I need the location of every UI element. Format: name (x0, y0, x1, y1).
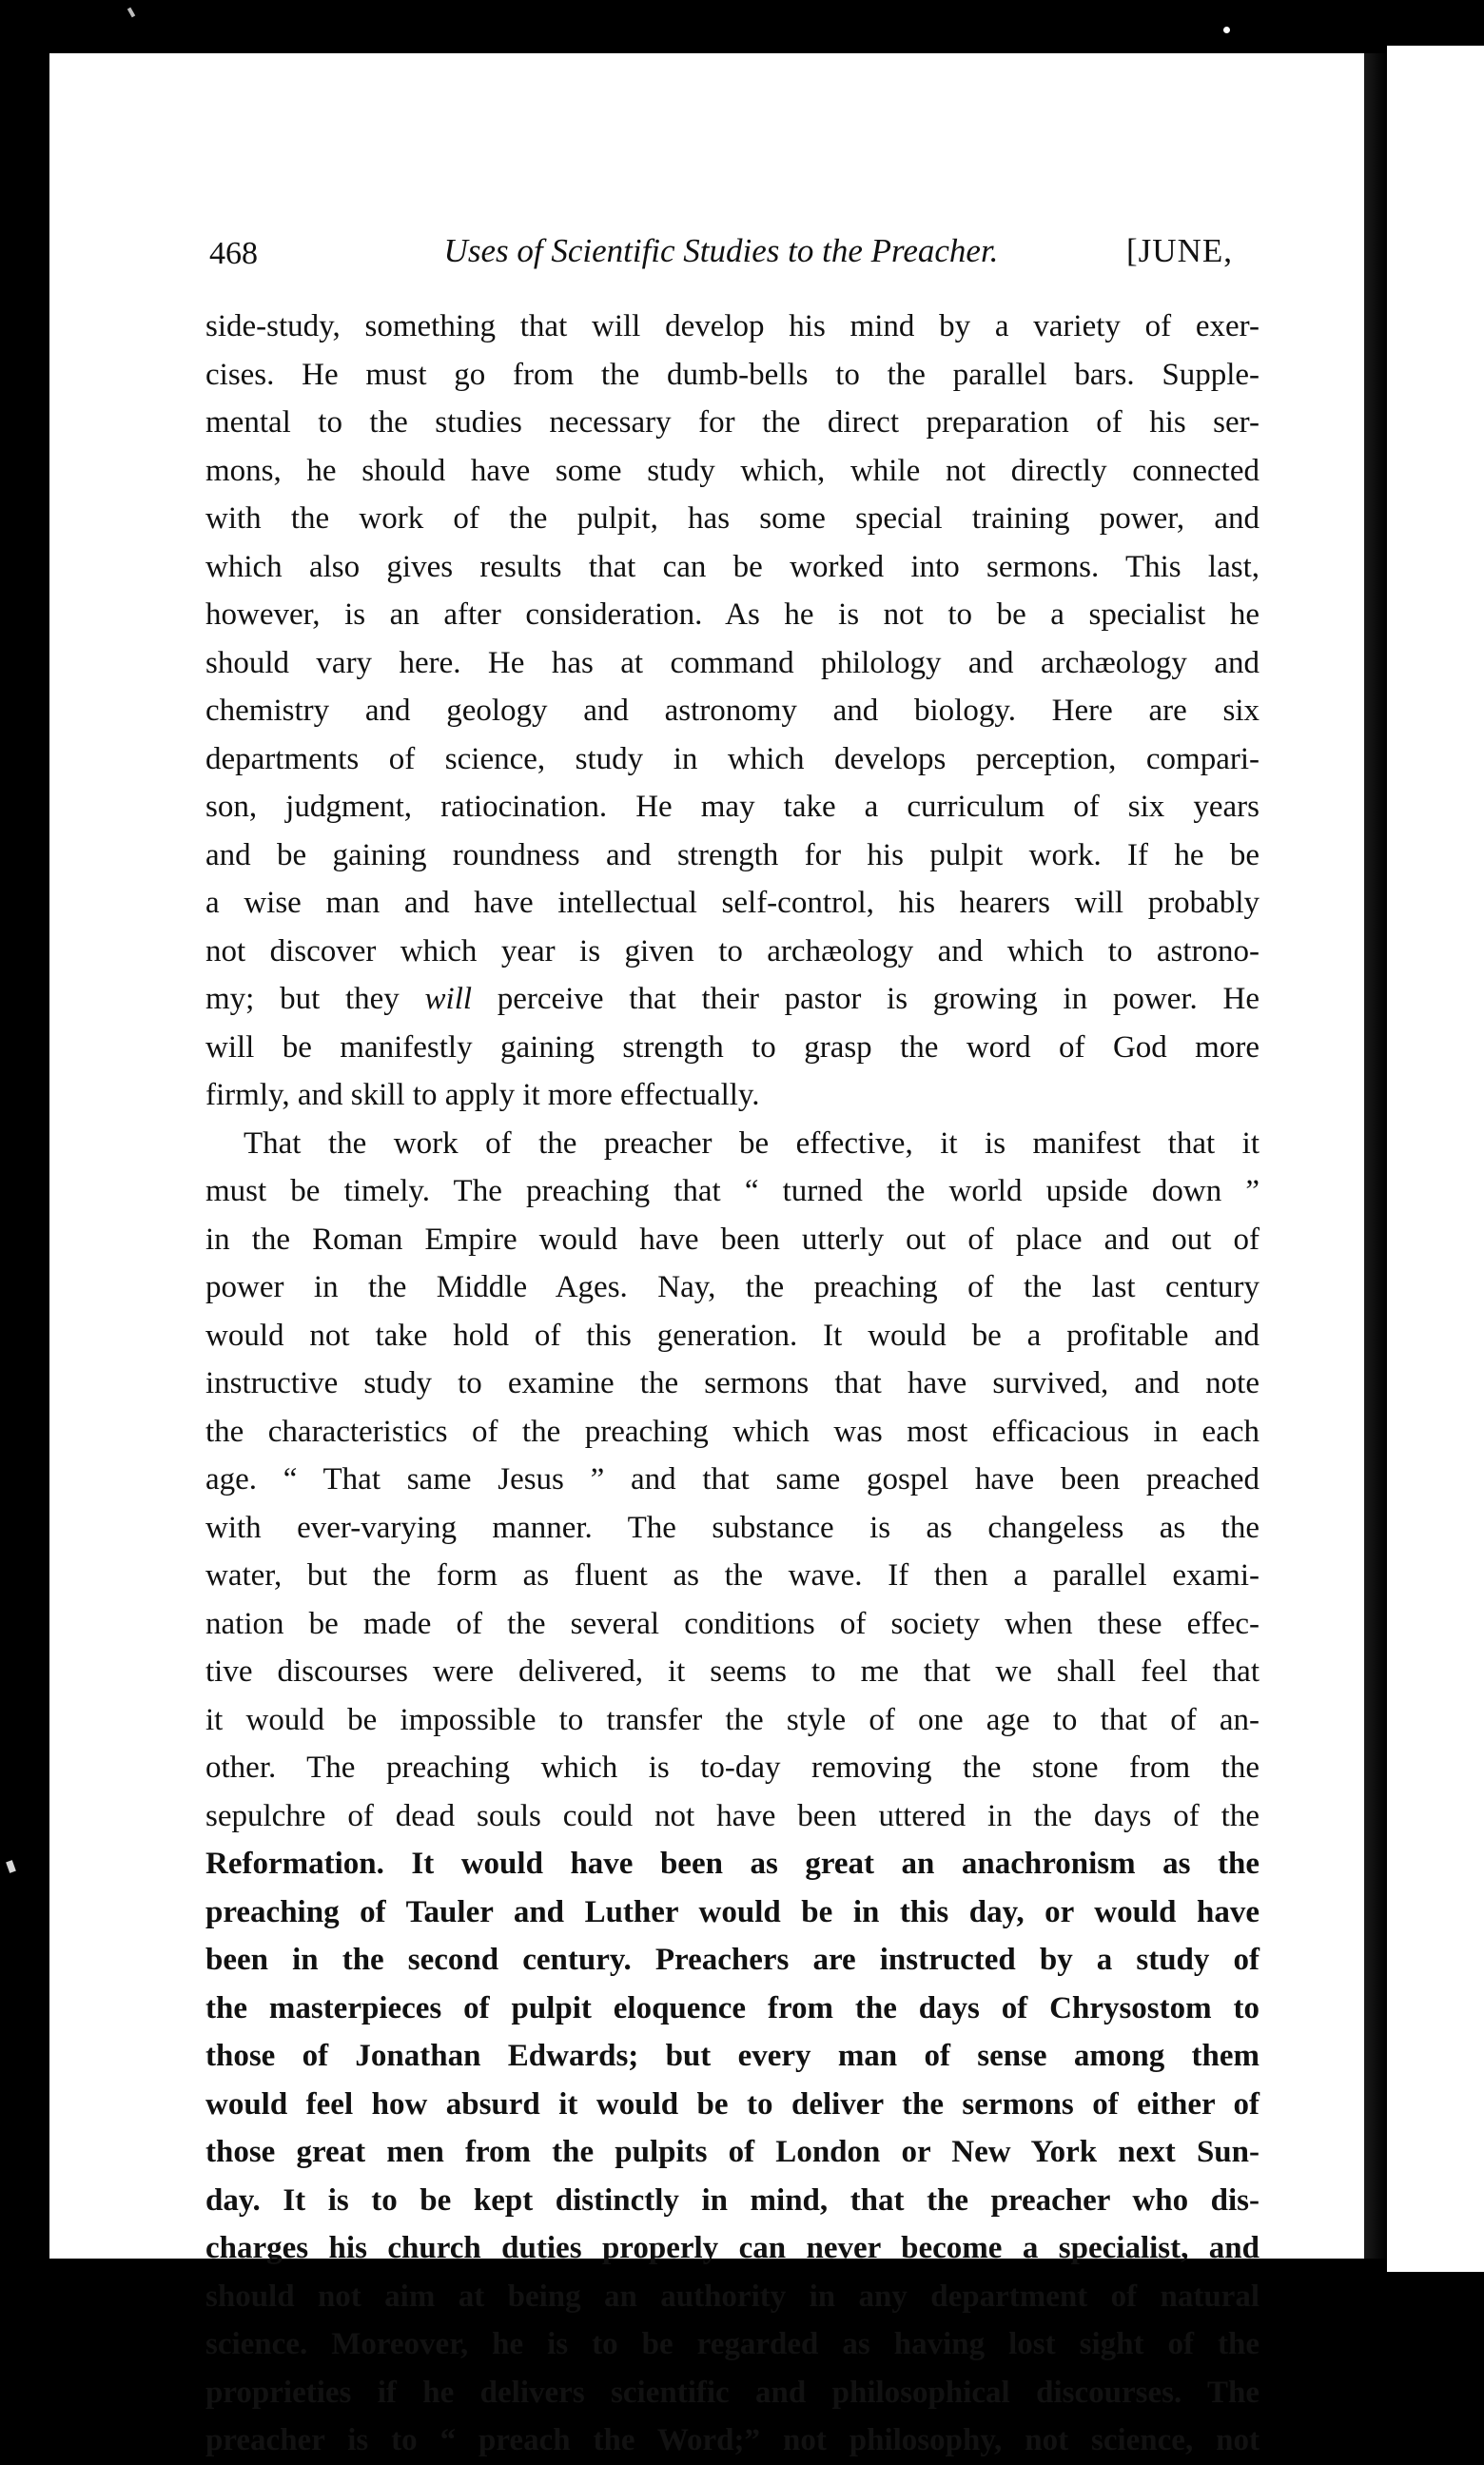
body-text (205, 303, 1259, 2465)
scan-speck (127, 8, 135, 18)
text-line: tive discourses were delivered, it seems to me that we shall feel that (205, 1654, 1259, 1689)
text-line: would not take hold of this generation. It would be a profitable and (205, 1318, 1259, 1353)
running-head (209, 232, 1233, 280)
text-line: those of Jonathan Edwards; but every man of sense among them (205, 2039, 1259, 2073)
text-line: should not aim at being an authority in any department of natural (205, 2279, 1259, 2314)
text-line: departments of science, study in which develops perception, compari- (205, 741, 1259, 776)
emphasized-word: will (424, 982, 473, 1016)
text-line: mons, he should have some study which, while not directly connected (205, 453, 1259, 488)
text-line: those great men from the pulpits of London or New York next Sun- (205, 2135, 1259, 2169)
text-line: would feel how absurd it would be to deliver the sermons of either of (205, 2086, 1259, 2122)
text-line: age. “ That same Jesus ” and that same gospel have been preached (205, 1462, 1259, 1497)
text-line: the characteristics of the preaching which was most efficacious in each (205, 1414, 1259, 1449)
text-line: cises. He must go from the dumb-bells to the parallel bars. Supple- (205, 357, 1259, 392)
text-line: other. The preaching which is to-day removing the stone from the (205, 1751, 1259, 1785)
text-line: nation be made of the several conditions of society when these effec- (205, 1606, 1259, 1641)
text-line: been in the second century. Preachers are instructed by a study of (205, 1943, 1259, 1977)
text-line: That the work of the preacher be effective, it is manifest that it (244, 1125, 1259, 1161)
running-title: Uses of Scientific Studies to the Preacher. (443, 232, 999, 269)
scan-speck (6, 1860, 16, 1873)
text-line: will be manifestly gaining strength to grasp the word of God more (205, 1029, 1259, 1065)
text-line: son, judgment, ratiocination. He may take a curriculum of six years (205, 790, 1259, 824)
text-line: must be timely. The preaching that “ turned the world upside down ” (205, 1174, 1259, 1208)
text-line: Reformation. It would have been as great an anachronism as the (205, 1847, 1259, 1881)
text-line: water, but the form as fluent as the wave. If then a parallel exami- (205, 1558, 1259, 1593)
text-line: however, is an after consideration. As he is not to be a specialist he (205, 597, 1259, 632)
text-line: side-study, something that will develop his mind by a variety of exer- (205, 309, 1259, 343)
text-line: with ever-varying manner. The substance is as changeless as the (205, 1510, 1259, 1545)
text-line: preaching of Tauler and Luther would be in this day, or would have (205, 1894, 1259, 1929)
facing-page-edge (1387, 46, 1484, 2272)
text-line: sepulchre of dead souls could not have been uttered in the days of the (205, 1798, 1259, 1833)
text-line: with the work of the pulpit, has some special training power, and (205, 501, 1259, 536)
text-line: not discover which year is given to archæology and which to astrono- (205, 933, 1259, 968)
scan-speck (1223, 27, 1230, 33)
page-number: 468 (209, 236, 258, 271)
text-line: firmly, and skill to apply it more effectually. (205, 1078, 760, 1112)
text-line: power in the Middle Ages. Nay, the preaching of the last century (205, 1270, 1259, 1304)
text-line: mental to the studies necessary for the direct preparation of his ser- (205, 405, 1259, 440)
text-line: a wise man and have intellectual self-control, his hearers will probably (205, 886, 1259, 920)
text-line: chemistry and geology and astronomy and biology. Here are six (205, 694, 1259, 728)
text-line: in the Roman Empire would have been utterly out of place and out of (205, 1222, 1259, 1257)
month-mark: [JUNE, (1126, 232, 1233, 269)
text-line: instructive study to examine the sermons that have survived, and note (205, 1366, 1259, 1400)
text-line: should vary here. He has at command philology and archæology and (205, 645, 1259, 680)
text-line: it would be impossible to transfer the style of one age to that of an- (205, 1702, 1259, 1737)
text-line-with-emphasis: my; but they will perceive that their pastor is growing in power. He (205, 982, 1259, 1016)
text-line: which also gives results that can be worked into sermons. This last, (205, 549, 1259, 584)
book-gutter (1364, 53, 1387, 2259)
text-line: proprieties if he delivers scientific and philosophical discourses. The (205, 2375, 1259, 2410)
text-line: preacher is to “ preach the Word;” not philosophy, not science, not (205, 2423, 1259, 2457)
text-line: the masterpieces of pulpit eloquence from the days of Chrysostom to (205, 1990, 1259, 2025)
text-line: day. It is to be kept distinctly in mind, that the preacher who dis- (205, 2182, 1259, 2218)
text-line: and be gaining roundness and strength for his pulpit work. If he be (205, 837, 1259, 872)
text-line: science. Moreover, he is to be regarded as having lost sight of the (205, 2327, 1259, 2361)
text-line: charges his church duties properly can never become a specialist, and (205, 2231, 1259, 2265)
